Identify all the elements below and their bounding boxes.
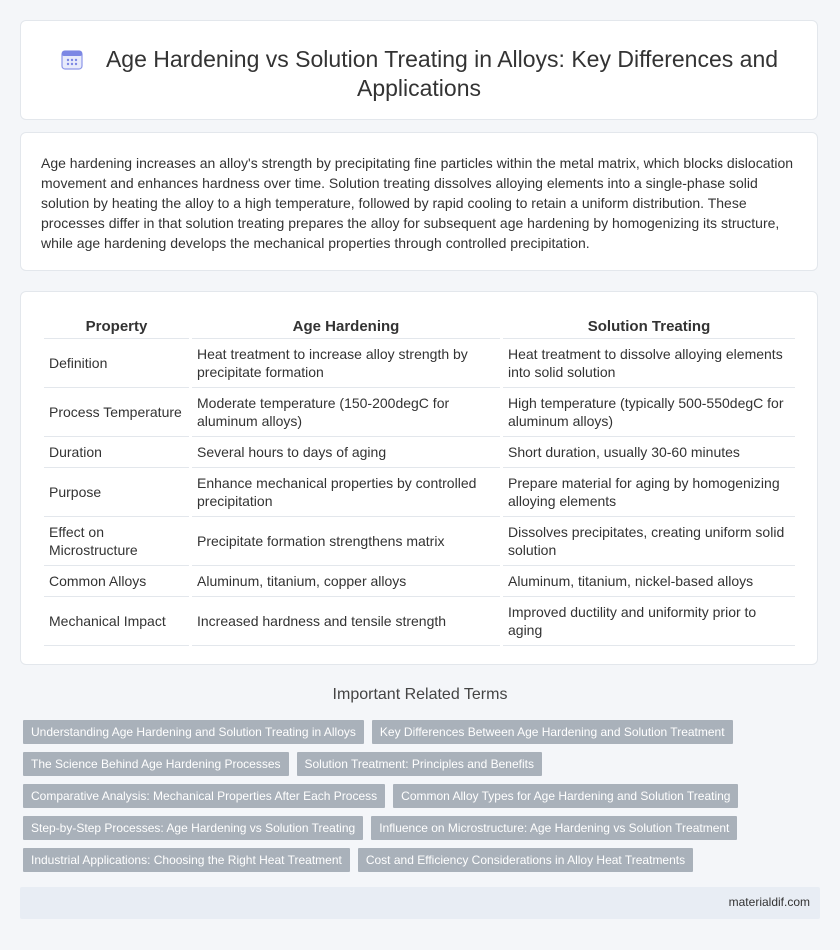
table-row xyxy=(44,388,795,437)
footer xyxy=(20,887,820,919)
table-cell: Prepare material for aging by homogenizing alloying elements xyxy=(503,468,795,517)
table-cell: Several hours to days of aging xyxy=(192,437,500,468)
related-term-tag[interactable]: Solution Treatment: Principles and Benefits xyxy=(297,752,542,776)
table-cell: Increased hardness and tensile strength xyxy=(192,597,500,646)
related-term-tag[interactable]: Step-by-Step Processes: Age Hardening vs Solution Treating xyxy=(23,816,363,840)
table-row xyxy=(44,339,795,388)
related-term-tag[interactable]: Common Alloy Types for Age Hardening and Solution Treating xyxy=(393,784,738,808)
page-title: Age Hardening vs Solution Treating in Alloys: Key Differences and Applications xyxy=(105,46,779,101)
table-cell: Precipitate formation strengthens matrix xyxy=(192,517,500,566)
table-cell: Definition xyxy=(44,339,189,388)
related-terms-heading: Important Related Terms xyxy=(332,686,508,703)
table-cell: Dissolves precipitates, creating uniform solid solution xyxy=(503,517,795,566)
intro-card xyxy=(20,132,818,271)
comparison-table-card xyxy=(20,291,818,665)
tag-row xyxy=(23,784,803,808)
header-age-hardening: Age Hardening xyxy=(192,316,500,339)
related-term-tag[interactable]: Cost and Efficiency Considerations in Alloy Heat Treatments xyxy=(358,848,693,872)
table-cell: Improved ductility and uniformity prior to aging xyxy=(503,597,795,646)
related-term-tag[interactable]: The Science Behind Age Hardening Processes xyxy=(23,752,289,776)
table-cell: Purpose xyxy=(44,468,189,517)
table-cell: Short duration, usually 30-60 minutes xyxy=(503,437,795,468)
tag-row xyxy=(23,816,803,840)
table-cell: Effect on Microstructure xyxy=(44,517,189,566)
related-term-tag[interactable]: Industrial Applications: Choosing the Right Heat Treatment xyxy=(23,848,350,872)
tag-row xyxy=(23,752,803,776)
related-term-tag[interactable]: Comparative Analysis: Mechanical Properties After Each Process xyxy=(23,784,385,808)
table-row xyxy=(44,437,795,468)
tag-row xyxy=(23,720,803,744)
table-cell: Duration xyxy=(44,437,189,468)
table-cell: Enhance mechanical properties by controlled precipitation xyxy=(192,468,500,517)
header-solution-treating: Solution Treating xyxy=(503,316,795,339)
table-row xyxy=(44,597,795,646)
header-property: Property xyxy=(44,316,189,339)
intro-paragraph: Age hardening increases an alloy's strength by precipitating fine particles within the metal matrix, which blocks dislocation movement and enhances hardness over time. Solution treating dissolves alloying elements into a single-phase solid solution by heating the alloy to a high temperature, followed by rapid cooling to retain a uniform distribution. These processes differ in that solution treating prepares the alloy for subsequent age hardening by homogenizing its structure, while age hardening develops the mechanical properties through controlled precipitation. xyxy=(41,155,794,251)
related-term-tag[interactable]: Key Differences Between Age Hardening and Solution Treatment xyxy=(372,720,733,744)
related-term-tag[interactable]: Influence on Microstructure: Age Hardening vs Solution Treatment xyxy=(371,816,737,840)
related-terms-list xyxy=(23,720,803,880)
page-title-wrap xyxy=(21,45,817,103)
table-cell: Heat treatment to dissolve alloying elements into solid solution xyxy=(503,339,795,388)
table-row xyxy=(44,468,795,517)
tag-row xyxy=(23,848,803,872)
table-cell: Moderate temperature (150-200degC for aluminum alloys) xyxy=(192,388,500,437)
title-card xyxy=(20,20,818,120)
table-cell: Heat treatment to increase alloy strength by precipitate formation xyxy=(192,339,500,388)
comparison-table xyxy=(41,316,798,646)
table-row xyxy=(44,517,795,566)
table-cell: Process Temperature xyxy=(44,388,189,437)
table-header-row xyxy=(44,316,795,339)
calendar-icon xyxy=(60,47,84,71)
related-term-tag[interactable]: Understanding Age Hardening and Solution Treating in Alloys xyxy=(23,720,364,744)
site-link[interactable]: materialdif.com xyxy=(728,895,810,909)
table-cell: Aluminum, titanium, nickel-based alloys xyxy=(503,566,795,597)
table-row xyxy=(44,566,795,597)
table-cell: Aluminum, titanium, copper alloys xyxy=(192,566,500,597)
table-cell: High temperature (typically 500-550degC for aluminum alloys) xyxy=(503,388,795,437)
table-cell: Mechanical Impact xyxy=(44,597,189,646)
table-cell: Common Alloys xyxy=(44,566,189,597)
